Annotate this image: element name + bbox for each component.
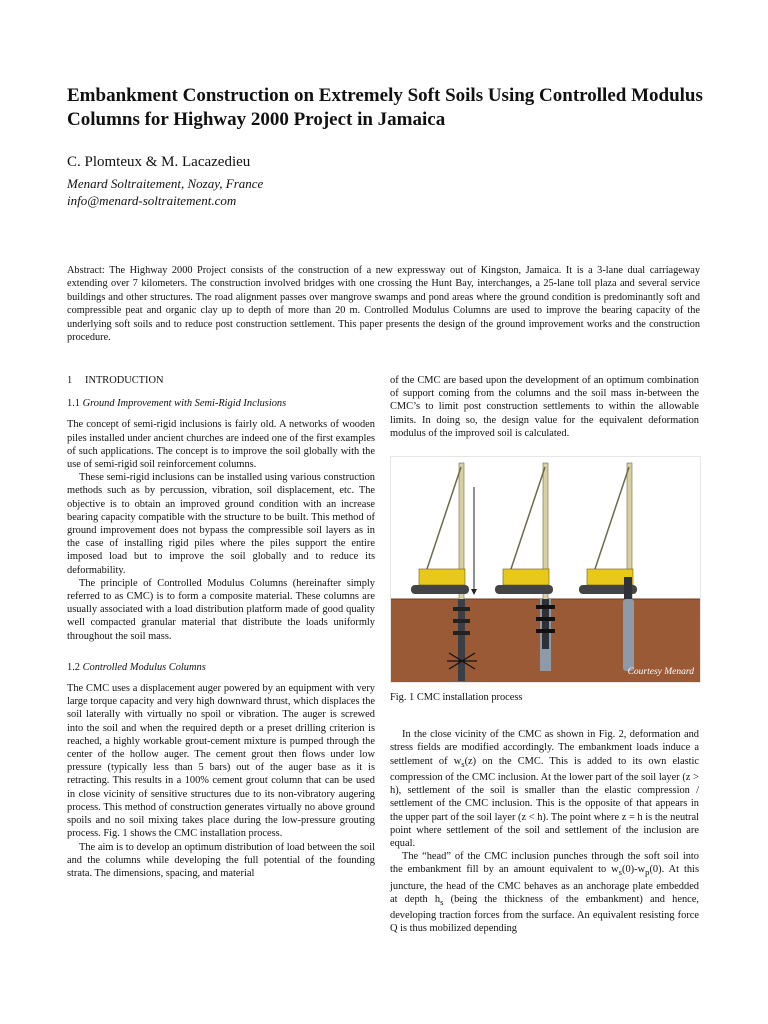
abstract: Abstract: The Highway 2000 Project consists of the construction of a new expressway out of Kingston, Jamaica. It is a 3-lane dual carriageway extending over 7 kilometers. The construction involved bridges with one crossing the Hunt Bay, interchanges, a 25-lane toll plaza and several service buildings and other structures. The road alignment passes over mangrove swamps and pond areas where the ground condition is predominantly soft and compressible peat and organic clay up to depth of more than 20 m. Controlled Modulus Columns are used to improve the bearing capacity of the underlying soft soils and to reduce post construction settlement. This paper presents the design of the ground improvement works and the construction procedure. — [67, 265, 700, 344]
author-email[interactable]: info@menard-soltraitement.com — [67, 193, 237, 208]
figure-caption: Fig. 1 CMC installation process — [390, 692, 523, 704]
subsection-heading-1-1 — [67, 397, 375, 410]
cmc-installation-illustration — [391, 457, 700, 682]
paragraph: The aim is to develop an optimum distribution of load between the soil and the columns while developing the full potential of the founding strata. The dimensions, spacing, and material — [67, 841, 375, 879]
affiliation: Menard Soltraitement, Nozay, France — [67, 176, 264, 191]
subsection-title: Ground Improvement with Semi-Rigid Inclusions — [82, 398, 287, 410]
section-number: 1 — [67, 375, 73, 386]
authors: C. Plomteux & M. Lacazedieu — [67, 154, 251, 170]
subsection-number: 1.2 — [67, 661, 83, 673]
paragraph: of the CMC are based upon the development of an optimum combination of support coming from the columns and the soil mass in-between the CMC’s to limit post construction settlements to within the allowable limits. In doing so, the design value for the equivalent deformation modulus of the improved soil is calculated. — [390, 375, 699, 439]
subsection-number: 1.1 — [67, 398, 83, 410]
section-title: INTRODUCTION — [85, 375, 164, 386]
subsection-title: Controlled Modulus Columns — [82, 661, 206, 673]
paragraph: The CMC uses a displacement auger powered by an equipment with very large torque capacity and very high downward thrust, which displaces the soil laterally with virtually no spoil or vibration. The auger is screwed into the soil and when the required depth or a preset drilling criterion is reached, a highly workable grout-cement mixture is pumped through the center of the hollow auger. The cement grout then flows under low pressure (typically less than 5 bars) out of the auger base as it is retracting. This results in a 100% cement grout column that can be used in close vicinity of sensitive structures due to its non-vibratory augering process. This method of construction generates virtually no above ground spoils and no soil mixing takes place during the low-pressure grouting process. Fig. 1 shows the CMC installation process. — [67, 683, 375, 840]
paragraph: These semi-rigid inclusions can be installed using various construction methods such as by percussion, vibration, soil displacement, etc. The objective is to obtain an improved ground condition with an increase bearing capacity compatible with the structure to be built. This method of ground improvement does not bypass the compressible soil layers as in the case of installing rigid piles where the piles support the entire imposed load but to improve the soil globally and to reduce its deformability. — [67, 472, 375, 576]
paragraph: In the close vicinity of the CMC as shown in Fig. 2, deformation and stress fields are modified accordingly. The embankment loads induce a settlement of $w_s(z)$ on the CMC. This is added to its own elastic compression of the CMC inclusion. At the lower part of the soil layer (z > h), settlement of the soil is smaller than the elastic compression / settlement of the CMC inclusion. This is the opposite of that appears in the upper part of the soil layer (z < h). The point where z = h is the neutral point where settlement of the soil and settlement of the inclusion are equal. — [390, 729, 699, 849]
paragraph: The concept of semi-rigid inclusions is fairly old. A networks of wooden piles installed under ancient churches are indeed one of the first examples of such applications. The concept is to improve the soil globally with the use of semi-rigid soil reinforcement columns. — [67, 419, 375, 471]
paragraph: The “head” of the CMC inclusion punches through the soft soil into the embankment fill by an amount equivalent to $w_s(0)-w_p(0)$. At this juncture, the head of the CMC behaves as an anchorage plate embedded at depth $h_s$ (being the thickness of the embankment) and hence, developing traction forces from the surface. An equivalent resisting force Q is thus mobilized depending — [390, 851, 699, 935]
left-column — [67, 374, 375, 880]
paragraph: The principle of Controlled Modulus Columns (hereinafter simply referred to as CMC) is to form a composite material. These columns are usually associated with a load distribution platform made of good quality well compacted granular material that distribute the loads uniformly throughout the soil mass. — [67, 577, 375, 642]
section-heading-introduction — [67, 374, 375, 387]
paper-title: Embankment Construction on Extremely Soft Soils Using Controlled Modulus Columns for Highway 2000 Project in Jamaica — [67, 85, 703, 130]
subsection-heading-1-2 — [67, 661, 375, 674]
figure-courtesy: Courtesy Menard — [627, 666, 694, 677]
right-column — [390, 374, 699, 936]
figure-cmc-installation — [390, 456, 701, 683]
